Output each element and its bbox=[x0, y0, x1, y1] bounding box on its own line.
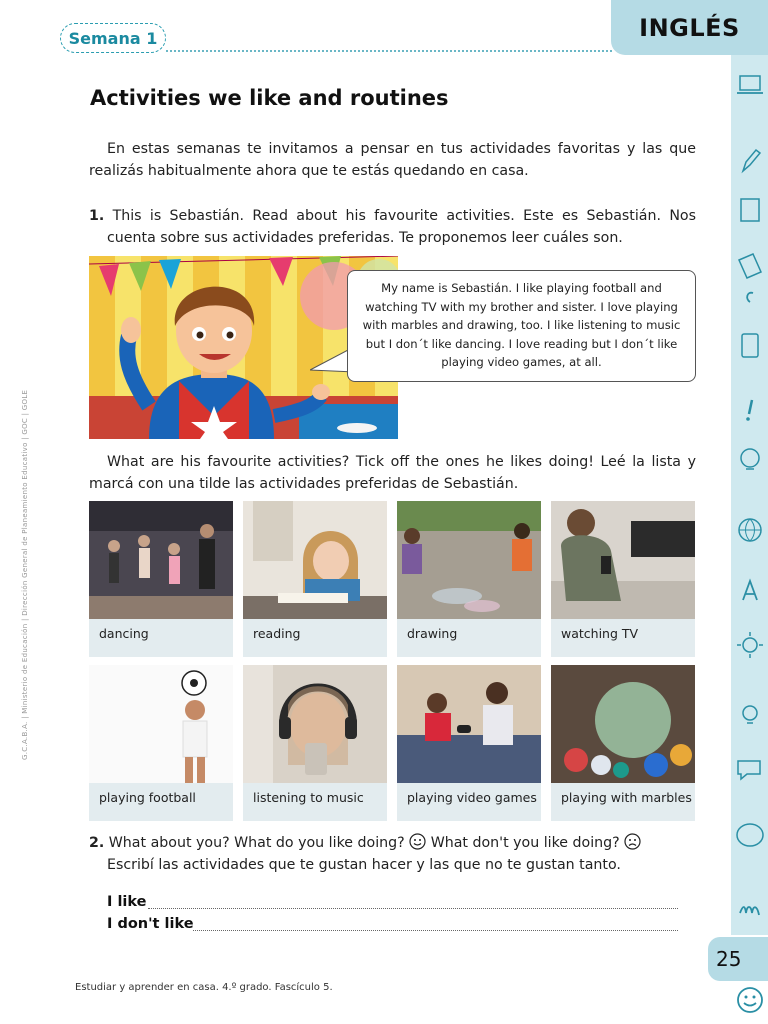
intro-paragraph: En estas semanas te invitamos a pensar en tus actividades favoritas y las que realizás habitualmente ahora que te estás quedando en casa. bbox=[89, 141, 696, 179]
activity-label: playing football bbox=[99, 790, 196, 805]
speech-thanks-icon bbox=[735, 820, 765, 850]
i-like-answer-line[interactable] bbox=[148, 908, 678, 909]
music-photo bbox=[243, 665, 387, 783]
side-icon-strip bbox=[731, 55, 768, 935]
activity-card-playing-with-marbles[interactable] bbox=[551, 665, 695, 821]
week-label: Semana 1 bbox=[60, 23, 166, 53]
idea-icon bbox=[735, 700, 765, 730]
activity-card-playing-football[interactable] bbox=[89, 665, 233, 821]
exclamation-icon bbox=[735, 395, 765, 425]
activity-label: playing with marbles bbox=[561, 790, 692, 805]
activities-row-1 bbox=[89, 501, 697, 657]
instruction-paragraph: What are his favourite activities? Tick off the ones he likes doing! Leé la lista y marcá con una tilde las actividades preferidas de Sebastián. bbox=[89, 454, 696, 492]
smiley-sad-icon bbox=[624, 833, 641, 850]
activity-label: reading bbox=[253, 626, 301, 641]
subject-tab: INGLÉS bbox=[611, 0, 768, 55]
side-credit: G.C.A.B.A. | Ministerio de Educación | Dirección General de Planeamiento Educativo | GOC | GOLE bbox=[21, 389, 29, 760]
book-icon bbox=[735, 195, 765, 225]
i-dont-like-answer-line[interactable] bbox=[193, 930, 678, 931]
header-divider bbox=[166, 50, 612, 52]
page-number: 25 bbox=[708, 937, 768, 981]
activity-card-listening-to-music[interactable] bbox=[243, 665, 387, 821]
smiley-icon bbox=[736, 986, 764, 1014]
activity-label: listening to music bbox=[253, 790, 364, 805]
speech-bubble: My name is Sebastián. I like playing football and watching TV with my brother and sister. I love playing with marbles and drawing, too. I like listening to music but I don´t like dancing. I love reading but I don´t like playing video games, at all. bbox=[347, 270, 696, 382]
drawing-photo bbox=[397, 501, 541, 619]
globe-icon bbox=[735, 515, 765, 545]
question-1-number: 1. bbox=[89, 208, 105, 224]
activity-card-playing-video-games[interactable] bbox=[397, 665, 541, 821]
clip-icon bbox=[735, 285, 765, 315]
activity-card-reading[interactable] bbox=[243, 501, 387, 657]
smiley-happy-icon bbox=[409, 833, 426, 850]
video-games-photo bbox=[397, 665, 541, 783]
activity-label: watching TV bbox=[561, 626, 639, 641]
activity-card-dancing[interactable] bbox=[89, 501, 233, 657]
footer-text: Estudiar y aprender en casa. 4.º grado. Fascículo 5. bbox=[75, 982, 333, 993]
reading-photo bbox=[243, 501, 387, 619]
i-dont-like-label: I don't like bbox=[107, 916, 194, 932]
question-1 bbox=[89, 205, 696, 249]
marbles-photo bbox=[551, 665, 695, 783]
question-2-text-b: What don't you like doing? bbox=[430, 835, 620, 851]
script-m-icon bbox=[735, 893, 765, 923]
laptop-icon bbox=[735, 70, 765, 100]
pencil-icon bbox=[735, 145, 765, 175]
i-like-label: I like bbox=[107, 894, 147, 910]
question-2 bbox=[89, 832, 696, 876]
question-2-number: 2. bbox=[89, 835, 105, 851]
tablet-icon bbox=[735, 330, 765, 360]
activity-label: drawing bbox=[407, 626, 458, 641]
chat-icon bbox=[735, 755, 765, 785]
lightbulb-question-icon bbox=[735, 445, 765, 475]
sun-face-icon bbox=[735, 630, 765, 660]
activity-label: playing video games bbox=[407, 790, 537, 805]
papers-icon bbox=[735, 250, 765, 280]
question-1-text: This is Sebastián. Read about his favourite activities. Este es Sebastián. Nos cuenta sobre sus actividades preferidas. Te proponemos leer cuáles son. bbox=[107, 208, 696, 246]
activity-card-watching-tv[interactable] bbox=[551, 501, 695, 657]
football-photo bbox=[89, 665, 233, 783]
letter-a-icon bbox=[735, 575, 765, 605]
question-2-text-c: Escribí las actividades que te gustan hacer y las que no te gustan tanto. bbox=[107, 857, 621, 873]
dancing-photo bbox=[89, 501, 233, 619]
watching-tv-photo bbox=[551, 501, 695, 619]
activity-card-drawing[interactable] bbox=[397, 501, 541, 657]
activities-row-2 bbox=[89, 665, 697, 821]
page-title: Activities we like and routines bbox=[90, 86, 449, 110]
question-2-text-a: What about you? What do you like doing? bbox=[108, 835, 405, 851]
activity-label: dancing bbox=[99, 626, 149, 641]
